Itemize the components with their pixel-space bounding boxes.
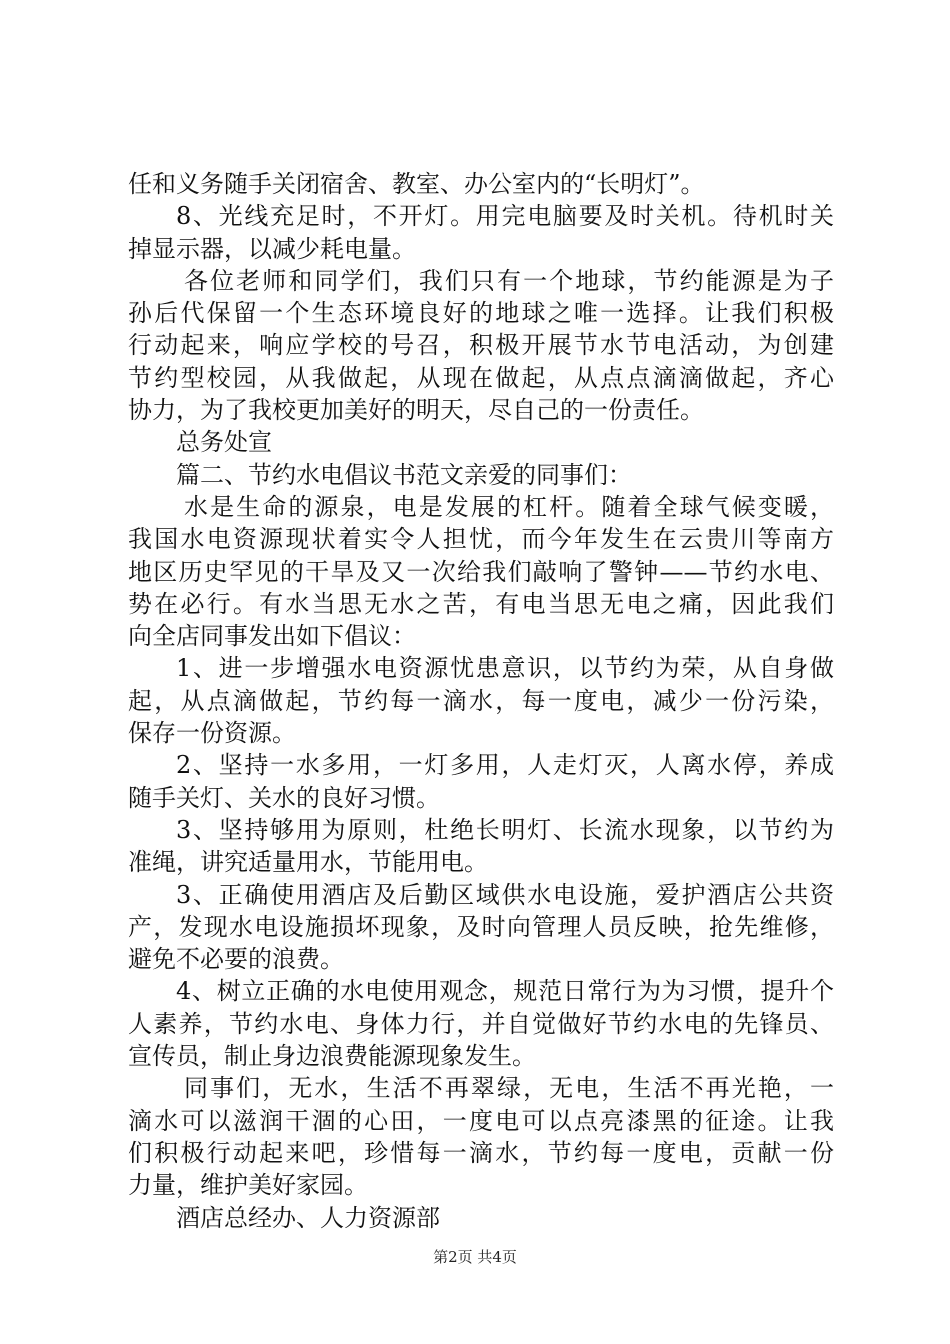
text-line: 避免不必要的浪费。 [128, 945, 344, 974]
text-line: 水是生命的源泉，电是发展的杠杆。随着全球气候变暖， [184, 492, 834, 521]
text-line: 3、坚持够用为原则，杜绝长明灯、长流水现象，以节约为 [176, 815, 834, 844]
page-number-footer: 第2页 共4页 [433, 1248, 517, 1266]
text-line: 保存一份资源。 [128, 719, 296, 748]
text-line: 力量，维护美好家园。 [128, 1171, 368, 1200]
text-line: 酒店总经办、人力资源部 [176, 1203, 440, 1232]
text-line: 向全店同事发出如下倡议： [128, 622, 416, 651]
text-line: 起，从点滴做起，节约每一滴水，每一度电，减少一份污染， [128, 686, 834, 715]
text-line: 行动起来，响应学校的号召，积极开展节水节电活动，为创建 [128, 331, 834, 360]
text-line: 2、坚持一水多用，一灯多用，人走灯灭，人离水停，养成 [176, 751, 834, 780]
text-line: 4、树立正确的水电使用观念，规范日常行为为习惯，提升个 [176, 977, 834, 1006]
text-line: 协力，为了我校更加美好的明天，尽自己的一份责任。 [128, 396, 704, 425]
text-line: 8、光线充足时，不开灯。用完电脑要及时关机。待机时关 [176, 202, 834, 231]
text-line: 总务处宣 [176, 428, 272, 457]
document-body [128, 168, 834, 1234]
text-line: 产，发现水电设施损坏现象，及时向管理人员反映，抢先维修， [128, 912, 834, 941]
text-line: 篇二、节约水电倡议书范文亲爱的同事们： [176, 460, 632, 489]
text-line: 人素养，节约水电、身体力行，并自觉做好节约水电的先锋员、 [128, 1009, 834, 1038]
text-line: 同事们，无水，生活不再翠绿，无电，生活不再光艳，一 [184, 1074, 834, 1103]
text-line: 孙后代保留一个生态环境良好的地球之唯一选择。让我们积极 [128, 299, 834, 328]
text-line: 滴水可以滋润干涸的心田，一度电可以点亮漆黑的征途。让我 [128, 1106, 834, 1135]
text-line: 势在必行。有水当思无水之苦，有电当思无电之痛，因此我们 [128, 589, 834, 618]
text-line: 任和义务随手关闭宿舍、教室、办公室内的“长明灯”。 [128, 170, 705, 198]
text-line: 掉显示器，以减少耗电量。 [128, 234, 416, 263]
text-line: 们积极行动起来吧，珍惜每一滴水，节约每一度电，贡献一份 [128, 1138, 834, 1167]
text-line: 准绳，讲究适量用水，节能用电。 [128, 848, 488, 877]
text-line: 我国水电资源现状着实令人担忧，而今年发生在云贵川等南方 [128, 525, 834, 554]
text-line: 随手关灯、关水的良好习惯。 [128, 783, 440, 812]
text-line: 地区历史罕见的干旱及又一次给我们敲响了警钟——节约水电、 [128, 557, 834, 586]
text-line: 宣传员，制止身边浪费能源现象发生。 [128, 1042, 536, 1071]
text-line: 3、正确使用酒店及后勤区域供水电设施，爱护酒店公共资 [176, 880, 834, 909]
text-line: 节约型校园，从我做起，从现在做起，从点点滴滴做起，齐心 [128, 363, 834, 392]
text-line: 各位老师和同学们，我们只有一个地球，节约能源是为子 [184, 266, 834, 295]
text-line: 1、进一步增强水电资源忧患意识，以节约为荣，从自身做 [176, 654, 834, 683]
